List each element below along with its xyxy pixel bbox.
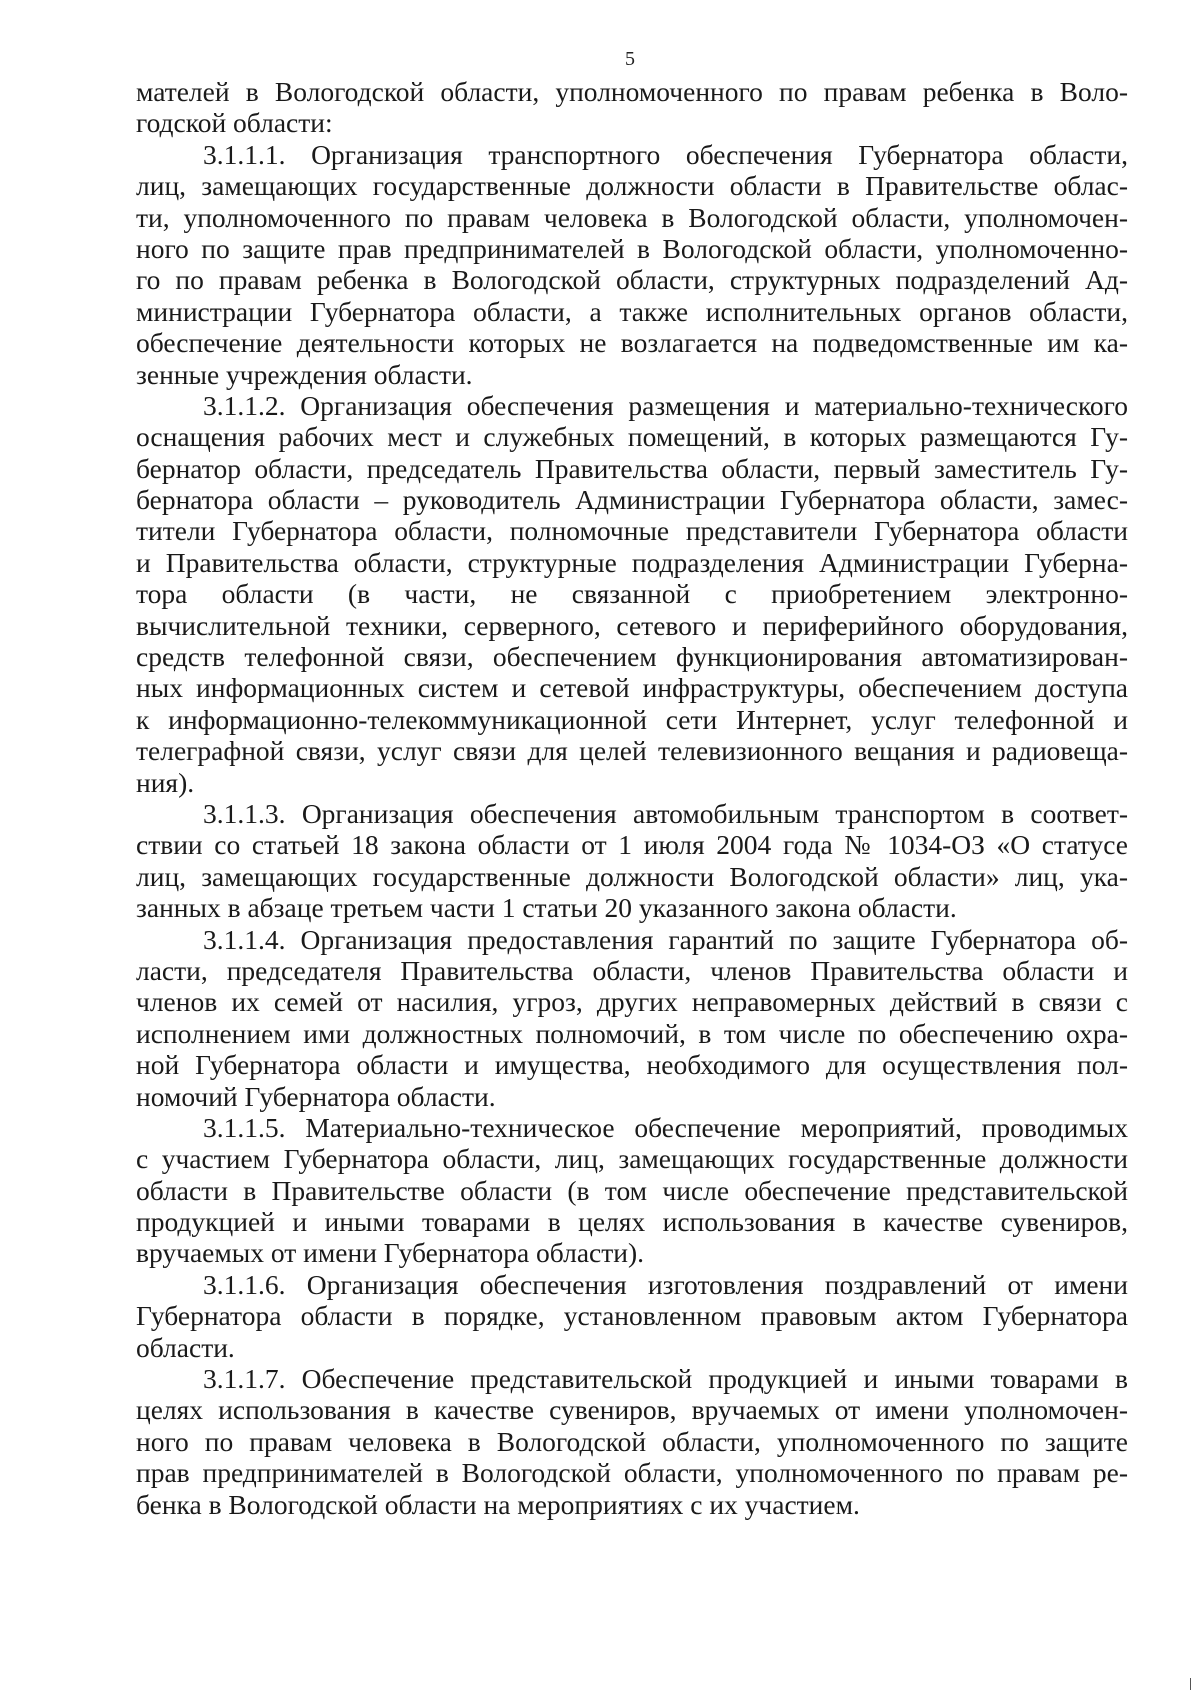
text-line: ного по защите прав предпринимателей в Вологодской области, уполномоченно- xyxy=(136,232,1128,264)
paragraph-3-1-1-7: 3.1.1.7. Обеспечение представительской продукцией и иными товарами в xyxy=(203,1363,1128,1395)
paragraph-3-1-1-3: 3.1.1.3. Организация обеспечения автомобильным транспортом в соответ- xyxy=(203,797,1128,829)
text-line: и Правительства области, структурные подразделения Администрации Губерна- xyxy=(136,546,1128,578)
document-body xyxy=(136,76,1128,1520)
text-line: годской области: xyxy=(136,107,333,139)
text-line: к информационно-телекоммуникационной сети Интернет, услуг телефонной и xyxy=(136,703,1128,735)
text-line: тители Губернатора области, полномочные представители Губернатора области xyxy=(136,515,1128,547)
text-line: лиц, замещающих государственные должности Вологодской области» лиц, ука- xyxy=(136,860,1128,892)
text-line: бернатор области, председатель Правительства области, первый заместитель Гу- xyxy=(136,452,1128,484)
text-line: номочий Губернатора области. xyxy=(136,1080,496,1112)
text-line: телеграфной связи, услуг связи для целей телевизионного вещания и радиовеща- xyxy=(136,735,1128,767)
text-line: области в Правительстве области (в том числе обеспечение представительской xyxy=(136,1174,1128,1206)
text-line: ти, уполномоченного по правам человека в Вологодской области, уполномочен- xyxy=(136,201,1128,233)
text-line: прав предпринимателей в Вологодской области, уполномоченного по правам ре- xyxy=(136,1457,1128,1489)
page-number: 5 xyxy=(625,48,635,70)
text-line: бенка в Вологодской области на мероприятиях с их участием. xyxy=(136,1488,860,1520)
text-line: тора области (в части, не связанной с приобретением электронно- xyxy=(136,578,1128,610)
paragraph-3-1-1-1: 3.1.1.1. Организация транспортного обеспечения Губернатора области, xyxy=(203,138,1128,170)
text-line: продукцией и иными товарами в целях использования в качестве сувениров, xyxy=(136,1206,1128,1238)
text-line: мателей в Вологодской области, уполномоченного по правам ребенка в Воло- xyxy=(136,76,1128,107)
text-line: ния). xyxy=(136,766,195,798)
text-line: го по правам ребенка в Вологодской области, структурных подразделений Ад- xyxy=(136,264,1128,296)
text-line: целях использования в качестве сувениров, вручаемых от имени уполномочен- xyxy=(136,1394,1128,1426)
text-line: бернатора области – руководитель Администрации Губернатора области, замес- xyxy=(136,484,1128,516)
text-line: ного по правам человека в Вологодской области, уполномоченного по защите xyxy=(136,1425,1128,1457)
text-line: зенные учреждения области. xyxy=(136,358,473,390)
text-line: средств телефонной связи, обеспечением функционирования автоматизирован- xyxy=(136,641,1128,673)
paragraph-3-1-1-2: 3.1.1.2. Организация обеспечения размещения и материально-технического xyxy=(203,389,1128,421)
text-line: занных в абзаце третьем части 1 статьи 20 указанного закона области. xyxy=(136,892,957,924)
paragraph-3-1-1-4: 3.1.1.4. Организация предоставления гарантий по защите Губернатора об- xyxy=(203,923,1128,955)
text-line: вычислительной техники, серверного, сетевого и периферийного оборудования, xyxy=(136,609,1128,641)
text-line: с участием Губернатора области, лиц, замещающих государственные должности xyxy=(136,1143,1128,1175)
text-line: Губернатора области в порядке, установленном правовым актом Губернатора xyxy=(136,1300,1128,1332)
text-line: оснащения рабочих мест и служебных помещений, в которых размещаются Гу- xyxy=(136,421,1128,453)
text-line: ных информационных систем и сетевой инфраструктуры, обеспечением доступа xyxy=(136,672,1128,704)
text-line: обеспечение деятельности которых не возлагается на подведомственные им ка- xyxy=(136,327,1128,359)
paragraph-3-1-1-5: 3.1.1.5. Материально-техническое обеспечение мероприятий, проводимых xyxy=(203,1111,1128,1143)
scan-mark xyxy=(1190,1678,1191,1690)
text-line: членов их семей от насилия, угроз, других неправомерных действий в связи с xyxy=(136,986,1128,1018)
text-line: исполнением ими должностных полномочий, в том числе по обеспечению охра- xyxy=(136,1017,1128,1049)
text-line: ствии со статьей 18 закона области от 1 июля 2004 года № 1034-ОЗ «О статусе xyxy=(136,829,1128,861)
text-line: ной Губернатора области и имущества, необходимого для осуществления пол- xyxy=(136,1049,1128,1081)
text-line: лиц, замещающих государственные должности области в Правительстве облас- xyxy=(136,170,1128,202)
text-line: области. xyxy=(136,1331,235,1363)
text-line: ласти, председателя Правительства области, членов Правительства области и xyxy=(136,954,1128,986)
paragraph-3-1-1-6: 3.1.1.6. Организация обеспечения изготовления поздравлений от имени xyxy=(203,1268,1128,1300)
text-line: министрации Губернатора области, а также исполнительных органов области, xyxy=(136,295,1128,327)
text-line: вручаемых от имени Губернатора области). xyxy=(136,1237,645,1269)
